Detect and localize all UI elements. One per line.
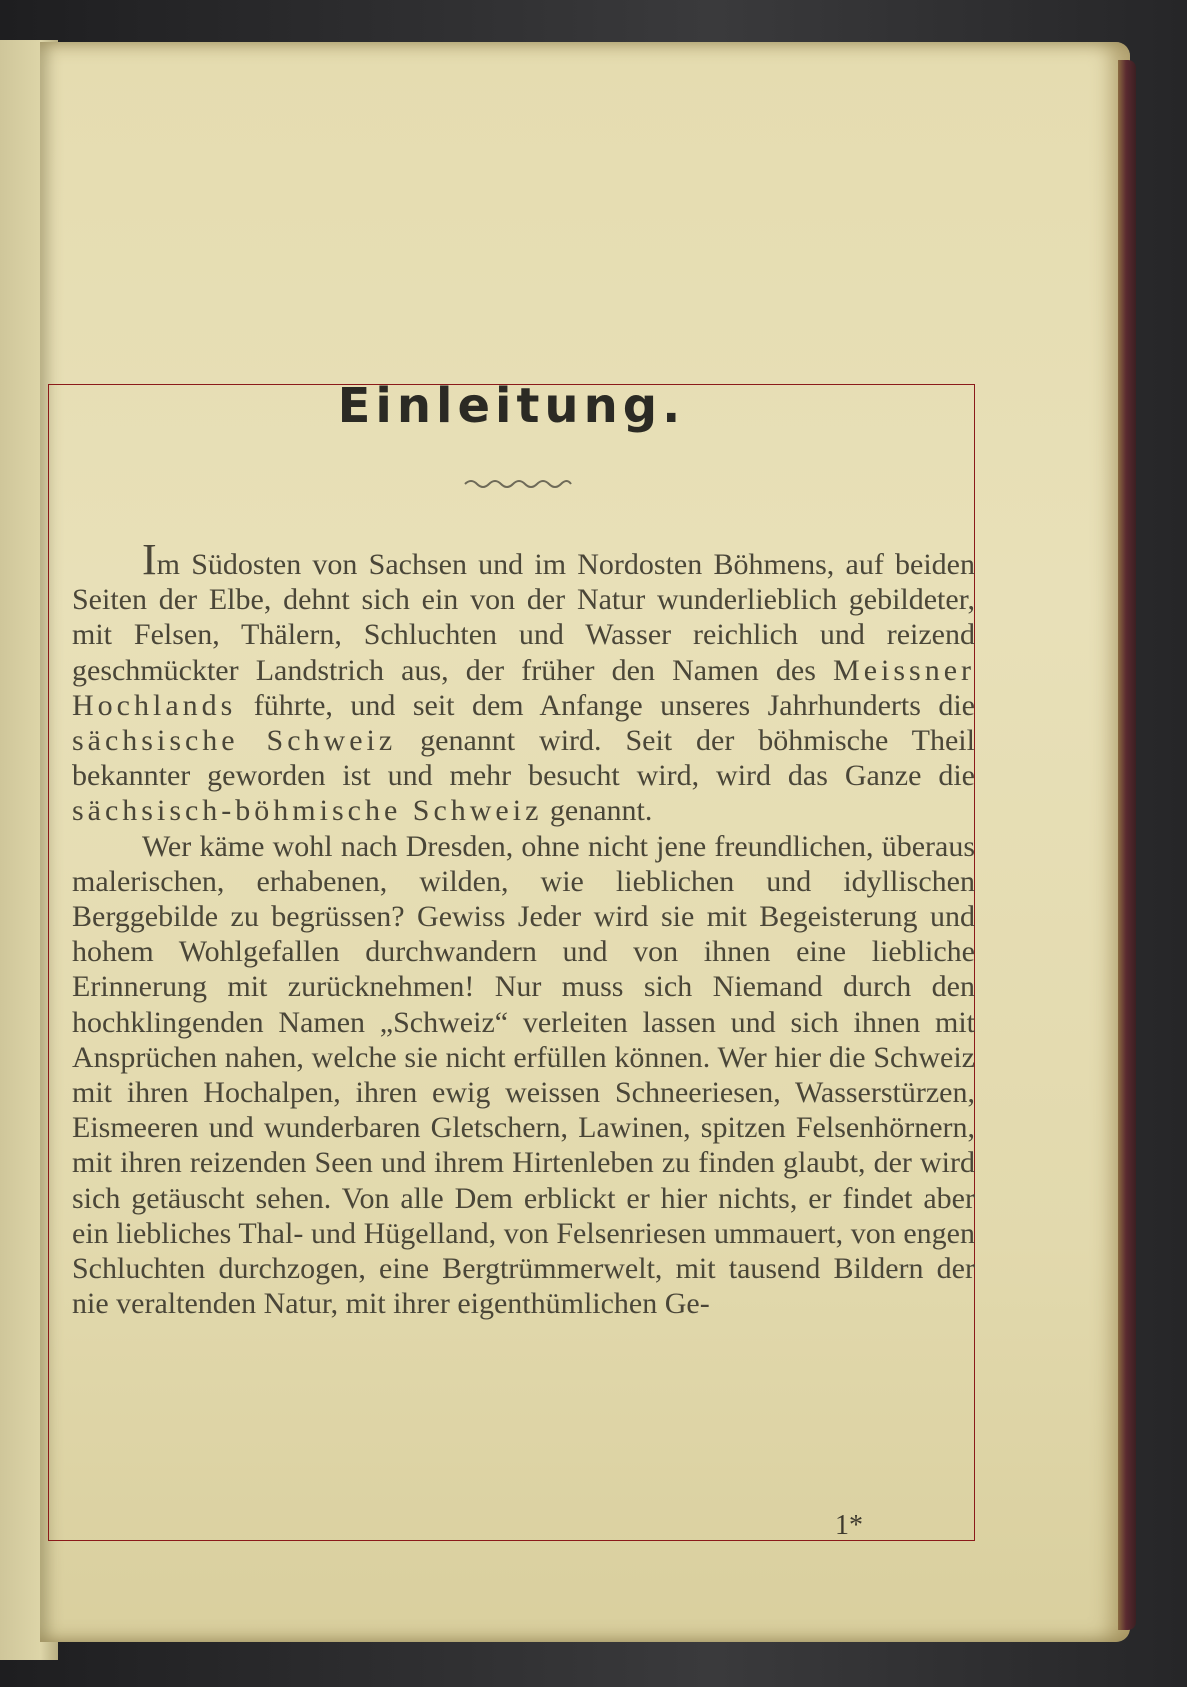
drop-cap: I [142, 535, 157, 584]
previous-page-bleed-through [0, 600, 30, 1530]
page-title: Einleitung. [337, 378, 686, 434]
paragraph-1-text-c: genannt wird. Seit der böhmische Theil bekannter geworden ist und mehr besucht wird, wird das Ganze die [72, 724, 975, 793]
paragraph-1-text-a: m Südosten von Sachsen und im Nordosten Böhmens, auf beiden Seiten der Elbe, dehnt sich ein von der Natur wunderlieblich gebildeter, mit Felsen, Thälern, Schluchten und Wasser reichlich und reizend geschmückter Landstrich aus, der früher den Namen des [72, 548, 975, 687]
paragraph-1 [72, 535, 975, 829]
paragraph-2: Wer käme wohl nach Dresden, ohne nicht jene freundlichen, überaus malerischen, erhabenen, wilden, wie lieblichen und idyllischen Berggebilde zu begrüssen? Gewiss Jeder wird sie mit Begeisterung und hohem Wohlgefallen durchwandern und von ihnen eine liebliche Erinnerung mit zurücknehmen! Nur muss sich Niemand durch den hochklingenden Namen „Schweiz“ verleiten lassen und sich ihnen mit Ansprüchen nahen, welche sie nicht erfüllen können. Wer hier die Schweiz mit ihren Hochalpen, ihren ewig weissen Schneeriesen, Wasserstürzen, Eismeeren und wunderbaren Gletschern, Lawinen, spitzen Felsenhörnern, mit ihren reizenden Seen und ihrem Hirtenleben zu finden glaubt, der wird sich getäuscht sehen. Von alle Dem erblickt er hier nichts, er findet aber ein liebliches Thal- und Hügelland, von Felsenriesen ummauert, von engen Schluchten durchzogen, eine Bergtrümmerwelt, mit tausend Bildern der nie veraltenden Natur, mit ihrer eigenthümlichen Ge- [72, 829, 975, 1321]
page-number: 1* [835, 1510, 863, 1541]
emphasis-saechsische-schweiz: sächsische Schweiz [72, 724, 397, 758]
paragraph-1-text-b: führte, und seit dem Anfange unseres Jahrhunderts die [236, 688, 975, 722]
body-text [72, 535, 975, 1321]
paragraph-1-text-d: genannt. [542, 794, 653, 828]
book-cover-edge [1118, 60, 1136, 1630]
wave-ornament-icon [463, 476, 573, 492]
emphasis-meissner-hochlands: Meissner Hochlands [72, 653, 975, 722]
emphasis-saechsisch-boehmische-schweiz: sächsisch-böhmische Schweiz [72, 794, 543, 828]
